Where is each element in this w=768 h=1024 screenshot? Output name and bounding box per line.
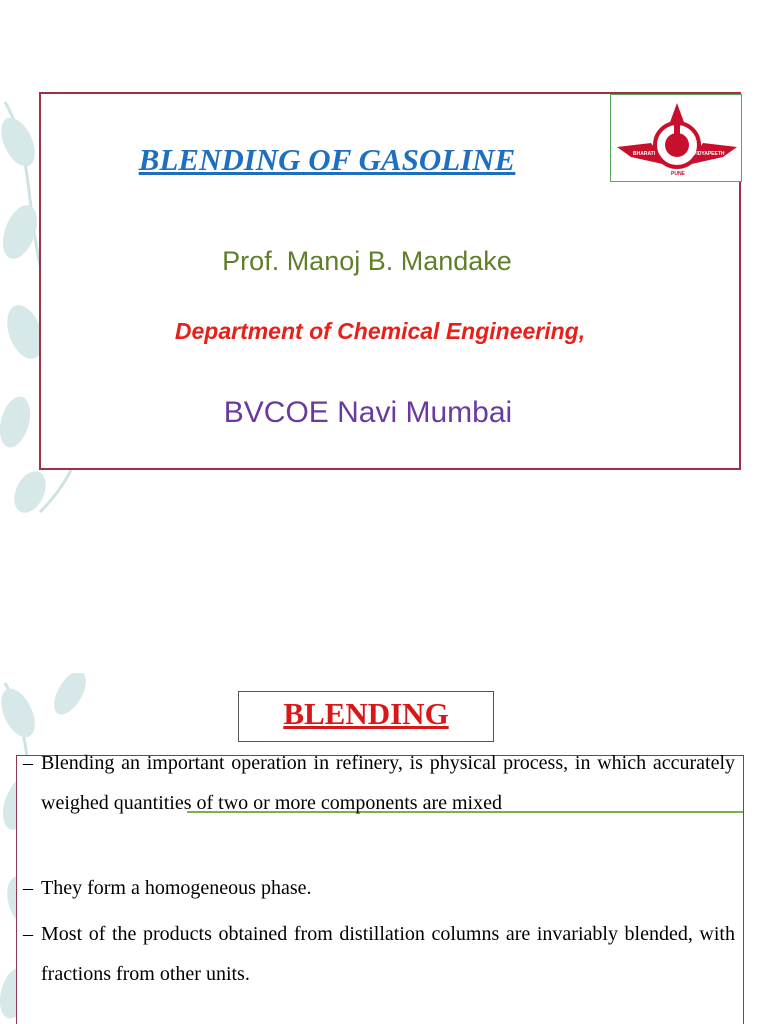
title-slide (0, 82, 768, 514)
slide-heading: BLENDING (283, 696, 449, 731)
content-frame (16, 752, 744, 1024)
heading-box (238, 691, 494, 742)
logo-bottom-text: PUNE (671, 171, 685, 177)
department-name: Department of Chemical Engineering, (174, 318, 586, 344)
author-name: Prof. Manoj B. Mandake (222, 246, 512, 276)
presentation-title: BLENDING OF GASOLINE (138, 142, 516, 177)
college-name: BVCOE Navi Mumbai (223, 396, 513, 429)
content-slide (0, 673, 768, 1024)
logo-right-text: VIDYAPEETH (693, 151, 725, 157)
bullet-dash: – (23, 752, 33, 774)
bullet-item (23, 914, 735, 994)
title-frame (39, 92, 741, 470)
bullet-item (23, 743, 735, 823)
bullet-dash: – (23, 877, 33, 899)
bullet-text: Blending an important operation in refinery, is physical process, in which accurately weighed quantities of two or more components are mixed (41, 752, 735, 814)
bullet-item (23, 868, 735, 908)
bullet-text: They form a homogeneous phase. (41, 877, 312, 899)
bullet-dash: – (23, 923, 33, 945)
logo-left-text: BHARATI (633, 151, 656, 157)
bullet-text: Most of the products obtained from distillation columns are invariably blended, with fractions from other units. (41, 923, 735, 985)
